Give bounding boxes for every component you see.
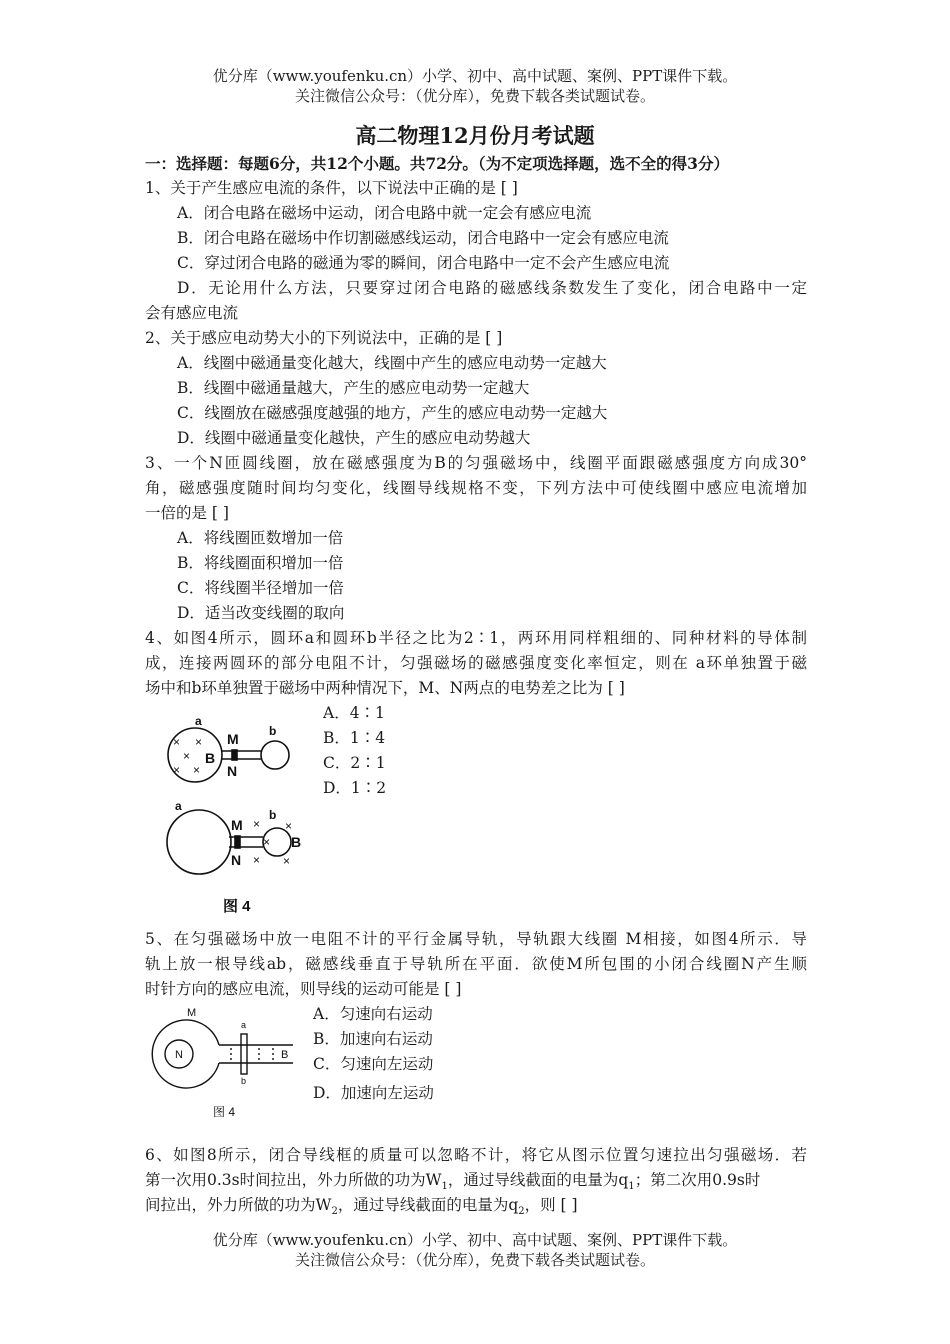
q1-option-d: D．无论用什么方法，只要穿过闭合电路的磁感线条数发生了变化，闭合电路中一定: [177, 279, 807, 297]
label-M: M: [231, 817, 243, 833]
q4-option-c: C．2∶1: [323, 754, 386, 772]
subscript: 2: [518, 1206, 525, 1218]
field-cross: ×: [183, 749, 191, 763]
q4-figure: [165, 705, 305, 919]
label-N: N: [227, 763, 238, 779]
q4-option-d: D．1∶2: [323, 779, 387, 797]
label-N: N: [231, 852, 242, 868]
subscript: 2: [331, 1206, 338, 1218]
q5-option-a: A．匀速向右运动: [313, 1005, 433, 1023]
label-b: b: [269, 724, 277, 738]
page-title: 高二物理12月份月考试题: [355, 123, 595, 148]
q1-option-b: B．闭合电路在磁场中作切割磁感线运动，闭合电路中一定会有感应电流: [177, 229, 669, 247]
field-cross: ×: [285, 819, 293, 833]
label-B: B: [281, 1049, 289, 1061]
label-b: b: [241, 1076, 247, 1086]
q6-text: 间拉出，外力所做的功为W: [145, 1196, 332, 1214]
footer-line-1: 优分库（www.youfenku.cn）小学、初中、高中试题、案例、PPT课件下载。: [212, 1231, 738, 1249]
q3-stem-line-3: 一倍的是 [ ]: [145, 504, 229, 522]
q4-option-a: A．4∶1: [323, 704, 385, 722]
exam-content: [145, 151, 807, 1218]
footer-line-2: 关注微信公众号：（优分库），免费下载各类试题试卷。: [294, 1251, 655, 1269]
q4-options: [323, 701, 386, 801]
field-cross: ×: [173, 735, 181, 749]
field-cross: ×: [283, 854, 291, 868]
q6-text: ；第二次用0.9s时: [634, 1171, 761, 1189]
label-M: M: [227, 731, 239, 747]
q3-stem-line-1: 3、一个N匝圆线圈，放在磁感强度为B的匀强磁场中，线圈平面跟磁感强度方向成30°: [145, 454, 807, 472]
coil-M: [152, 1020, 219, 1088]
q3-option-d: D．适当改变线圈的取向: [177, 604, 345, 622]
q6-stem-line-1: 6、如图8所示，闭合导线框的质量可以忽略不计，将它从图示位置匀速拉出匀强磁场．若: [145, 1146, 807, 1164]
q4-stem-line-2: 成，连接两圆环的部分电阻不计，匀强磁场的磁感强度变化率恒定，则在 a环单独置于磁: [145, 654, 807, 672]
field-cross: ×: [253, 817, 261, 831]
q2-option-b: B．线圈中磁通量越大，产生的感应电动势一定越大: [177, 379, 530, 397]
header-line-2: 关注微信公众号：（优分库），免费下载各类试题试卷。: [294, 87, 655, 105]
section-heading: 一：选择题：每题6分，共12个小题。共72分。（为不定项选择题，选不全的得3分）: [145, 154, 729, 173]
field-cross: ×: [263, 835, 271, 849]
field-cross: ×: [195, 735, 203, 749]
label-a: a: [195, 714, 202, 728]
q6-stem-line-3: [145, 1193, 807, 1218]
label-a: a: [175, 799, 182, 813]
q6-text: 第一次用0.3s时间拉出，外力所做的功为W: [145, 1171, 442, 1189]
field-cross: ×: [173, 763, 181, 777]
q6-stem-line-2: [145, 1168, 807, 1193]
figure-caption: 图 4: [223, 898, 251, 915]
header-line-1: 优分库（www.youfenku.cn）小学、初中、高中试题、案例、PPT课件下载。: [212, 67, 738, 85]
subscript: 1: [441, 1181, 448, 1193]
q5-options: [313, 1002, 434, 1106]
ring-b-top: [261, 741, 289, 769]
q2-option-a: A．线圈中磁通量变化越大，线圈中产生的感应电动势一定越大: [177, 354, 607, 372]
label-b: b: [269, 808, 277, 822]
q6-text: ，通过导线截面的电量为q: [447, 1171, 629, 1189]
q5-stem-line-3: 时针方向的感应电流，则导线的运动可能是 [ ]: [145, 980, 462, 998]
subscript: 1: [628, 1181, 635, 1193]
conductor-ab: [241, 1034, 247, 1074]
label-B: B: [205, 750, 216, 766]
q3-option-a: A．将线圈匝数增加一倍: [177, 529, 344, 547]
q2-option-d: D．线圈中磁通量变化越快，产生的感应电动势越大: [177, 429, 531, 447]
q3-option-b: B．将线圈面积增加一倍: [177, 554, 344, 572]
field-cross: ×: [253, 853, 261, 867]
junction: [232, 750, 237, 760]
junction: [235, 836, 240, 848]
q5-option-c: C．匀速向左运动: [313, 1055, 434, 1073]
q3-stem-line-2: 角，磁感强度随时间均匀变化，线圈导线规格不变，下列方法中可使线圈中感应电流增加: [145, 479, 807, 497]
figure-caption: 图 4: [213, 1105, 236, 1119]
q6-text: ，则 [ ]: [524, 1196, 578, 1214]
q2-stem: 2、关于感应电动势大小的下列说法中，正确的是 [ ]: [145, 329, 503, 347]
q5-stem-line-1: 5、在匀强磁场中放一电阻不计的平行金属导轨，导轨跟大线圈 M相接，如图4所示．导: [145, 930, 807, 948]
q1-stem: 1、关于产生感应电流的条件，以下说法中正确的是 [ ]: [145, 179, 518, 197]
q5-figure: [151, 1004, 301, 1122]
label-M: M: [187, 1007, 197, 1019]
label-a: a: [241, 1020, 247, 1030]
label-B: B: [291, 834, 302, 850]
label-N: N: [175, 1049, 183, 1061]
q1-option-a: A．闭合电路在磁场中运动，闭合电路中就一定会有感应电流: [177, 204, 592, 222]
q6-text: ，通过导线截面的电量为q: [337, 1196, 519, 1214]
q4-stem-line-3: 场中和b环单独置于磁场中两种情况下，M、N两点的电势差之比为 [ ]: [145, 679, 625, 697]
q3-option-c: C．将线圈半径增加一倍: [177, 579, 344, 597]
q4-figure-row: [145, 701, 807, 927]
q5-figure-row: [145, 1002, 807, 1143]
q1-option-d-cont: 会有感应电流: [145, 304, 239, 322]
q2-option-c: C．线圈放在磁感强度越强的地方，产生的感应电动势一定越大: [177, 404, 608, 422]
ring-a-bottom: [167, 810, 231, 874]
q4-option-b: B．1∶4: [323, 729, 386, 747]
field-cross: ×: [193, 763, 201, 777]
q5-option-d: D．加速向左运动: [313, 1084, 434, 1102]
q1-option-c: C．穿过闭合电路的磁通为零的瞬间，闭合电路中一定不会产生感应电流: [177, 254, 670, 272]
q5-stem-line-2: 轨上放一根导线ab，磁感线垂直于导轨所在平面．欲使M所包围的小闭合线圈N产生顺: [145, 955, 807, 973]
q5-option-b: B．加速向右运动: [313, 1030, 433, 1048]
q4-stem-line-1: 4、如图4所示，圆环a和圆环b半径之比为2∶1，两环用同样粗细的、同种材料的导体制: [145, 629, 807, 647]
